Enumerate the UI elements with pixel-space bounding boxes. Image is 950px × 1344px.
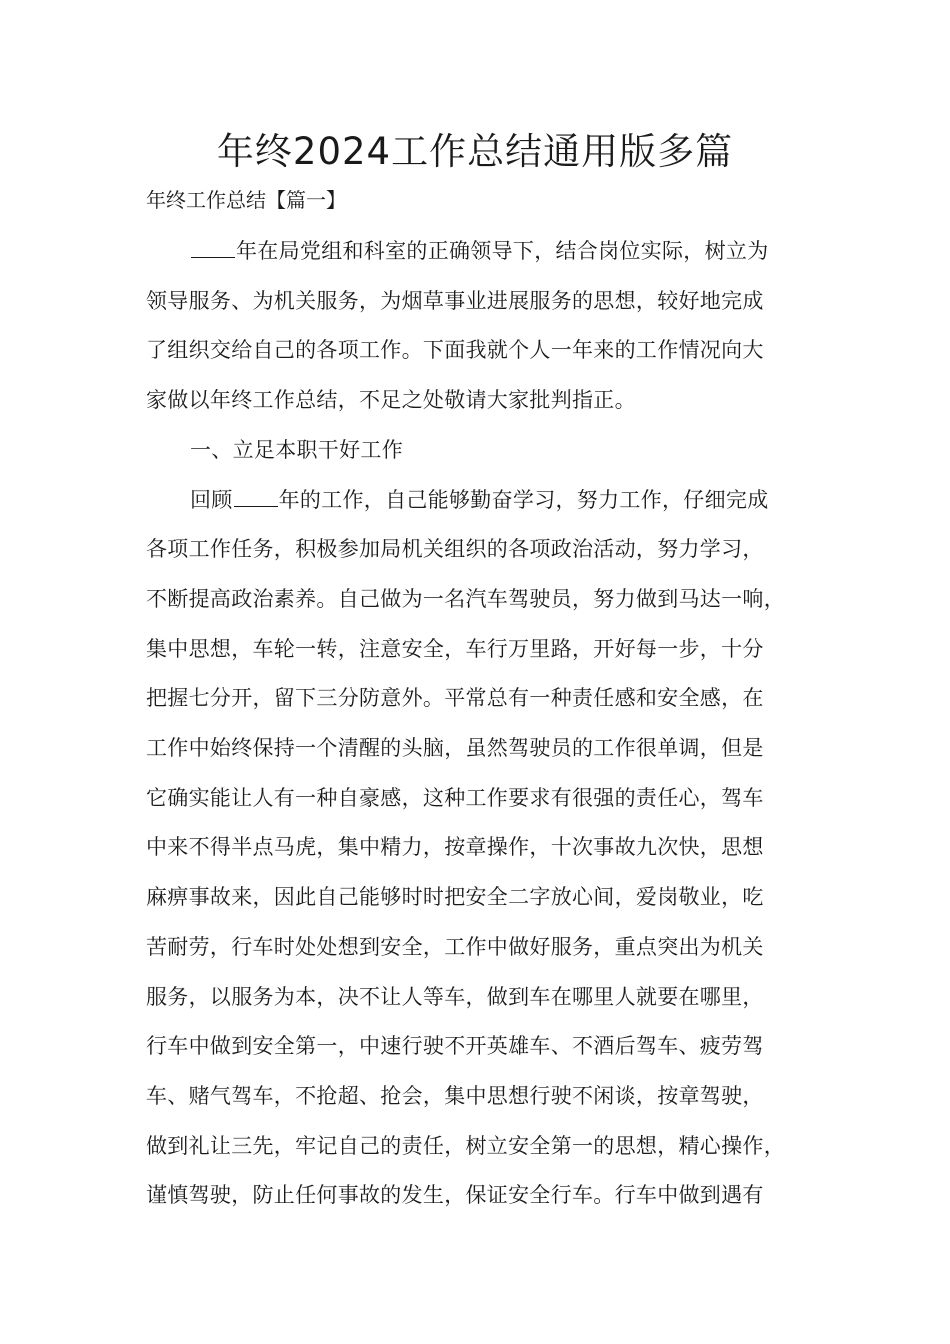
body-line <box>146 335 826 365</box>
body-line <box>146 733 826 763</box>
line-text: 各项工作任务，积极参加局机关组织的各项政治活动，努力学习， <box>146 537 764 561</box>
body-line <box>190 485 826 515</box>
fill-in-blank <box>191 237 235 258</box>
line-text: 它确实能让人有一种自豪感，这种工作要求有很强的责任心，驾车 <box>146 786 764 810</box>
line-text: 年在局党组和科室的正确领导下，结合岗位实际，树立为 <box>236 239 769 263</box>
body-line <box>190 236 826 266</box>
body-line <box>146 882 826 912</box>
line-text: 谨慎驾驶，防止任何事故的发生，保证安全行车。行车中做到遇有 <box>146 1183 764 1207</box>
line-text: 一、立足本职干好工作 <box>190 438 403 462</box>
document-title: 年终2024工作总结通用版多篇 <box>216 130 734 173</box>
line-text: 年的工作，自己能够勤奋学习，努力工作，仔细完成 <box>278 488 769 512</box>
line-text: 了组织交给自己的各项工作。下面我就个人一年来的工作情况向大 <box>146 338 764 362</box>
body-line <box>146 385 826 415</box>
body-line <box>146 683 826 713</box>
line-text: 车、赌气驾车，不抢超、抢会，集中思想行驶不闲谈，按章驾驶， <box>146 1084 764 1108</box>
line-text: 集中思想，车轮一转，注意安全，车行万里路，开好每一步，十分 <box>146 637 764 661</box>
body-line <box>146 634 826 664</box>
body-line <box>146 1131 826 1161</box>
body-line <box>146 1081 826 1111</box>
line-text: 服务，以服务为本，决不让人等车，做到车在哪里人就要在哪里， <box>146 985 764 1009</box>
line-text: 行车中做到安全第一，中速行驶不开英雄车、不酒后驾车、疲劳驾 <box>146 1034 764 1058</box>
line-text: 苦耐劳，行车时处处想到安全，工作中做好服务，重点突出为机关 <box>146 935 764 959</box>
section-heading: 年终工作总结【篇一】 <box>146 188 346 212</box>
line-text: 不断提高政治素养。自己做为一名汽车驾驶员，努力做到马达一响， <box>146 587 785 611</box>
fill-in-blank <box>234 486 278 507</box>
line-text: 做到礼让三先，牢记自己的责任，树立安全第一的思想，精心操作， <box>146 1134 785 1158</box>
line-text: 中来不得半点马虎，集中精力，按章操作，十次事故九次快，思想 <box>146 835 764 859</box>
body-line <box>146 1180 826 1210</box>
line-text: 领导服务、为机关服务，为烟草事业进展服务的思想，较好地完成 <box>146 289 764 313</box>
line-text: 把握七分开，留下三分防意外。平常总有一种责任感和安全感，在 <box>146 686 764 710</box>
body-line <box>146 286 826 316</box>
body-line <box>146 534 826 564</box>
body-line <box>146 832 826 862</box>
body-line <box>146 1031 826 1061</box>
body-line <box>146 982 826 1012</box>
body-line <box>146 932 826 962</box>
line-text: 家做以年终工作总结，不足之处敬请大家批判指正。 <box>146 388 636 412</box>
body-line <box>146 783 826 813</box>
body-line <box>146 584 826 614</box>
line-text: 麻痹事故来，因此自己能够时时把安全二字放心间，爱岗敬业，吃 <box>146 885 764 909</box>
line-prefix: 回顾 <box>190 488 233 512</box>
body-line <box>190 435 826 465</box>
line-text: 工作中始终保持一个清醒的头脑，虽然驾驶员的工作很单调，但是 <box>146 736 764 760</box>
